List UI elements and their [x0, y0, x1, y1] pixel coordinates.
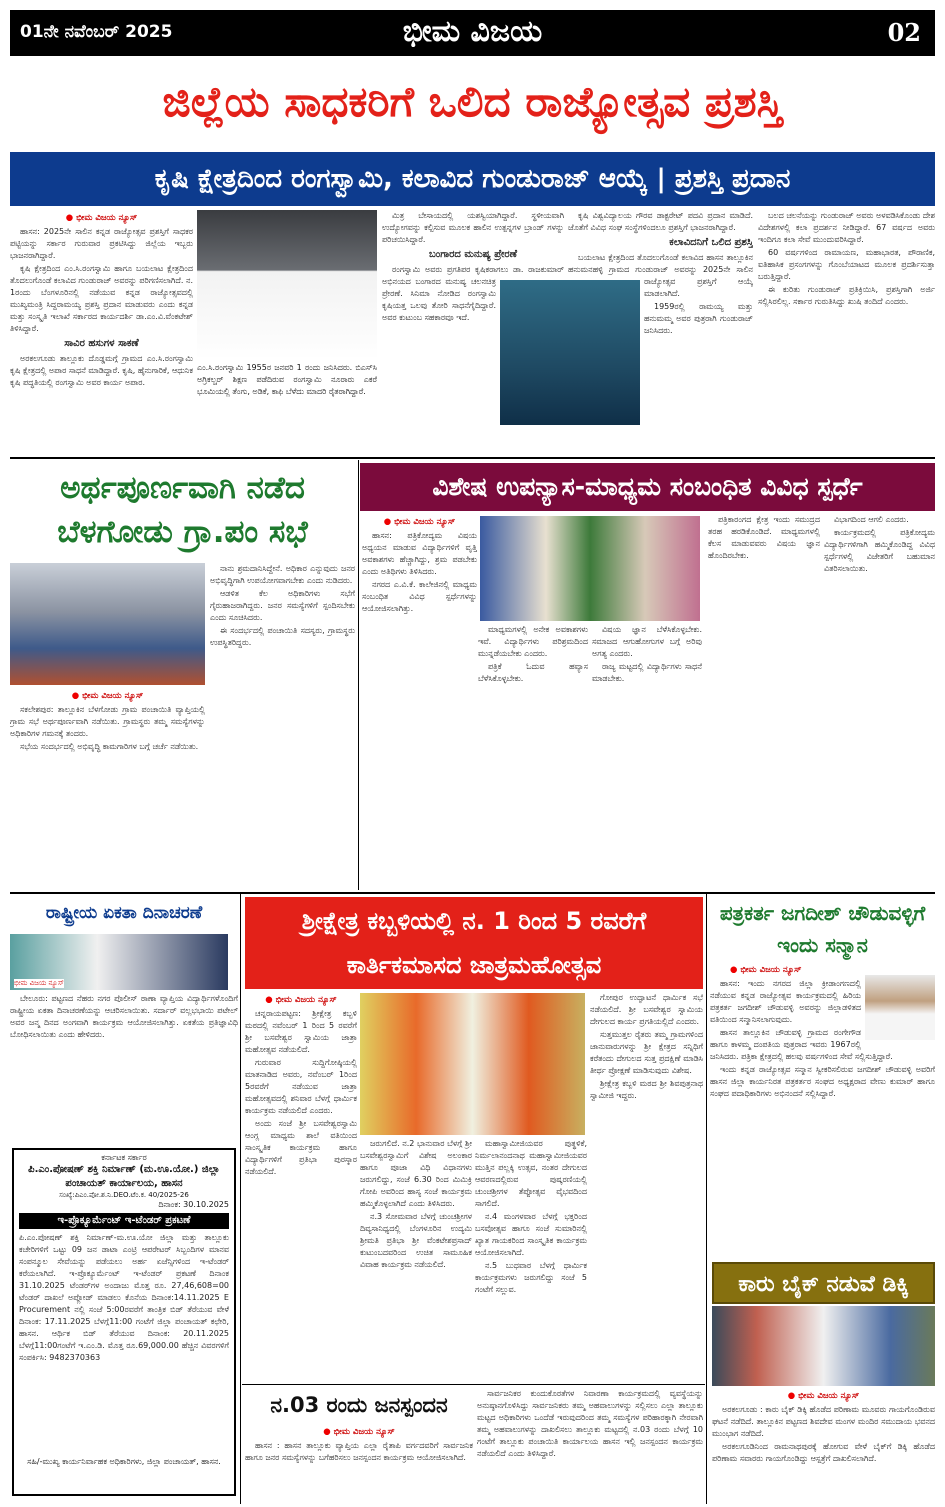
accident-photo [712, 1306, 935, 1386]
speech-col-3 [592, 624, 702, 889]
paragraph-list [712, 1404, 935, 1465]
kabbali-headline-line-1: ಶ್ರೀಕ್ಷೇತ್ರ ಕಬ್ಬಳಿಯಲ್ಲಿ ನ. 1 ರಿಂದ 5 ರವರೆಗೆ [301, 907, 647, 935]
paragraph: ಚನ್ನರಾಯಪಟ್ಟಣ: ಶ್ರೀಕ್ಷೇತ್ರ ಕಬ್ಬಳಿ ಮಠದಲ್ಲಿ ನವೆಂಬರ್ 1 ರಿಂದ 5 ರವರೆಗೆ ಶ್ರೀ ಬಸವೇಶ್ವರ ಸ್ವಾಮಿಯ ಜಾತ್ರಾ ಮಹೋತ್ಸವ ನಡೆಯಲಿದೆ. [245, 1009, 357, 1054]
byline: ● ಭೀಮ ವಿಜಯ ನ್ಯೂಸ್ [710, 964, 935, 976]
paragraph: ಇಂದು ಕನ್ನಡ ರಾಜ್ಯೋತ್ಸವ ಸನ್ಮಾನ ಸ್ವೀಕರಿಸಲಿರುವ ಜಗದೀಶ್ ಚೌಡುವಳ್ಳಿ ಅವರಿಗೆ ಹಾಸನ ಜಿಲ್ಲಾ ಕಾರ್ಯನಿರತ ಪತ್ರಕರ್ತರ ಸಂಘದ ಅಧ್ಯಕ್ಷರಾದ ವೇಣು ಕುಮಾರ್ ಹಾಗೂ ಸಂಘದ ಪದಾಧಿಕಾರಿಗಳು ಅಭಿನಂದನೆ ಸಲ್ಲಿಸಿದ್ದಾರೆ. [710, 1065, 935, 1098]
paragraph: ಮಹಾಸ್ವಾಮೀಜಿಯವರ ಪುತ್ಥಳಿಕೆ, ನಿರ್ಮಲಾನಂದನಾಥ ಮಹಾಸ್ವಾಮೀಜಿಯವರ ಮುತ್ತಿನ ಪಲ್ಲಕ್ಕಿ ಉತ್ಸವ, ನಂತರ ದೇಗುಲದ ಆವರಣದಲ್ಲಿರುವ ಪುಷ್ಕರಣಿಯಲ್ಲಿ ಚುಂಚಶ್ರೀಗಳ ತೆಪ್ಪೋತ್ಸವ ವೈಭವದಿಂದ ಸಾಗಲಿದೆ. [475, 1139, 587, 1208]
accident-headline: ಕಾರು ಬೈಕ್ ನಡುವೆ ಡಿಕ್ಕಿ [712, 1262, 935, 1304]
paragraph: ನ.3 ಸೋಮವಾರ ಬೆಳಗ್ಗೆ ಚುಂಚಶ್ರೀಗಳ ದಿವ್ಯಸಾನಿಧ್ಯದಲ್ಲಿ ಬೆಂಗಳೂರಿನ ಉದ್ಯಮಿ ಶ್ರೀಮತಿ ಪ್ರತಿಭಾ ಶ್ರೀ ವೆಂಕಟೇಶಪ್ರಸಾದ್ ಕುಟುಂಬದವರಿಂದ ಉಚಿತ ಸಾಮೂಹಿಕ ವಿವಾಹ ಕಾರ್ಯಕ್ರಮ ನಡೆಯಲಿದೆ. [360, 1212, 472, 1269]
divider [358, 460, 359, 890]
paragraph: ಕೃಷಿ ಕ್ಷೇತ್ರದಿಂದ ಎಂ.ಸಿ.ರಂಗಸ್ವಾಮಿ ಹಾಗೂ ಬಯಲಾಟ ಕ್ಷೇತ್ರದಿಂದ ತೊದಲುಗೊಂಡೆ ಕಲಾವಿದ ಗುಂಡುರಾಜ್ ಅವರನ್ನು ಪರಿಗಣಿಸಲಾಗಿದೆ. ನ. 1ರಂದು ಬೆಂಗಳೂರಿನಲ್ಲಿ ನಡೆಯುವ ಕನ್ನಡ ರಾಜ್ಯೋತ್ಸವದಲ್ಲಿ ಮುಖ್ಯಮಂತ್ರಿ ಸಿದ್ದರಾಮಯ್ಯ ಪ್ರಶಸ್ತಿ ಪ್ರದಾನ ಮಾಡುವರು ಎಂದು ಕನ್ನಡ ಮತ್ತು ಸಂಸ್ಕೃತಿ ಇಲಾಖೆ ಸರ್ಕಾರದ ಕಾರ್ಯದರ್ಶಿ ಡಾ.ಎಂ.ವಿ.ವೆಂಕಟೇಶ್ ತಿಳಿಸಿದ್ದಾರೆ. [10, 264, 193, 333]
paragraph: ವಿಷಯ ಜ್ಞಾನ ಬೆಳೆಸಿಕೊಳ್ಳಬೇಕು. ಸಮಾಜದ ಆಗುಹೋಗುಗಳ ಬಗ್ಗೆ ಅರಿವು ಅಗತ್ಯ ಎಂದರು. [592, 625, 702, 658]
paragraph-list [210, 563, 355, 649]
paragraph: ಬೇಲೂರು: ಪಟ್ಟಣದ ನೆಹರು ನಗರ ಪೊಲೀಸ್ ಠಾಣಾ ವ್ಯಾಪ್ತಿಯ ವಿದ್ಯಾರ್ಥಿಗಳೊಂದಿಗೆ ರಾಷ್ಟ್ರೀಯ ಏಕತಾ ದಿನಾಚರಣೆಯನ್ನು ಆಚರಿಸಲಾಯಿತು. ಸರ್ದಾರ್ ವಲ್ಲಭಭಾಯಿ ಪಟೇಲ್ ಅವರ ಜನ್ಮ ದಿನದ ಅಂಗವಾಗಿ ಕಾರ್ಯಕ್ರಮ ಆಯೋಜಿಸಲಾಗಿತ್ತು. ಏಕತೆಯ ಪ್ರತಿಜ್ಞಾವಿಧಿ ಬೋಧಿಸಲಾಯಿತು ಎಂದು ಹೇಳಿದರು. [10, 994, 238, 1039]
kabbali-col-4 [590, 992, 703, 1382]
jagadish-photo [865, 975, 935, 1040]
paragraph-list [824, 514, 935, 575]
accident-body [712, 1388, 935, 1504]
lead-headline: ಜಿಲ್ಲೆಯ ಸಾಧಕರಿಗೆ ಒಲಿದ ರಾಜ್ಯೋತ್ಸವ ಪ್ರಶಸ್ತಿ [162, 77, 783, 126]
speech-col-2 [478, 624, 588, 889]
paragraph-list [478, 624, 588, 685]
issue-date: 01ನೇ ನವೆಂಬರ್ 2025 [20, 22, 173, 42]
divider [10, 457, 935, 459]
photo-credit: ಭೀಮ ವಿಜಯ ನ್ಯೂಸ್ [14, 979, 64, 987]
paragraph: ನ.5 ಬುಧವಾರ ಬೆಳಗ್ಗೆ ಧಾರ್ಮಿಕ ಕಾರ್ಯಕ್ರಮಗಳು ಜರುಗಲಿದ್ದು ಸಂಜೆ 5 ಗಂಟೆಗೆ ಸಲ್ಲುವ. [475, 1261, 587, 1294]
paragraph-list [382, 210, 564, 246]
tender-notice [12, 1148, 236, 1496]
paragraph: ಹಾಸನ: ಪತ್ರಿಕೋದ್ಯಮ ವಿಷಯ ಅಧ್ಯಯನ ಮಾಡುವ ವಿದ್ಯಾರ್ಥಿಗಳಿಗೆ ವೃತ್ತಿ ಅವಕಾಶಗಳು ಹೆಚ್ಚಾಗಿದ್ದು, ಶ್ರಮ ಪಡಬೇಕು ಎಂದು ಅತಿಥಿಗಳು ತಿಳಿಸಿದರು. [362, 531, 477, 576]
paragraph: ಅಂದು ಸಂಜೆ ಶ್ರೀ ಬಸವೇಶ್ವರಸ್ವಾಮಿ ಆಂಗ್ಲ ಮಾಧ್ಯಮ ಶಾಲೆ ವತಿಯಿಂದ ಸಾಂಸ್ಕೃತಿಕ ಕಾರ್ಯಕ್ರಮ ಹಾಗೂ ವಿದ್ಯಾರ್ಥಿಗಳಿಗೆ ಪ್ರತಿಭಾ ಪುರಸ್ಕಾರ ನಡೆಯಲಿದೆ. [245, 1119, 357, 1176]
paragraph: ಆಡಳಿತ ಕೆಲ ಅಧಿಕಾರಿಗಳು ಸಭೆಗೆ ಗೈರುಹಾಜರಾಗಿದ್ದರು. ಜನರ ಸಮಸ್ಯೆಗಳಿಗೆ ಸ್ಪಂದಿಸಬೇಕು ಎಂದು ಸೂಚಿಸಿದರು. [210, 589, 355, 622]
paragraph: ಹಾಸನ ತಾಲ್ಲೂಕಿನ ಚೌಡುವಳ್ಳಿ ಗ್ರಾಮದ ರಂಗೇಗೌಡ ಹಾಗೂ ಕಾಳಮ್ಮ ದಂಪತಿಯ ಪುತ್ರರಾದ ಇವರು 1967ರಲ್ಲಿ ಜನಿಸಿದರು. ಪತ್ರಿಕಾ ಕ್ಷೇತ್ರದಲ್ಲಿ ಹಲವು ವರ್ಷಗಳಿಂದ ಸೇವೆ ಸಲ್ಲಿಸುತ್ತಿದ್ದಾರೆ. [710, 1028, 893, 1061]
divider [10, 892, 935, 894]
tender-ref: ಸಂಖ್ಯೆ:ಪಿಎಂ.ಪೋ.ಶ.ನಿ.DEO.ಟೆಂ.ಕ. 40/2025-26 [59, 1191, 189, 1199]
paragraph: ಶ್ರೀಕ್ಷೇತ್ರ ಕಬ್ಬಳಿ ಮಠದ ಶ್ರೀ ಶಿವಪುತ್ರನಾಥ ಸ್ವಾಮೀಜಿ ಇದ್ದರು. [590, 1079, 703, 1100]
gundu-raj-photo [500, 280, 640, 425]
rangaswamy-photo [197, 210, 377, 360]
paragraph: ವಿಭಾಗದಿಂದ ಆಗಲಿ ಎಂದರು. [834, 515, 909, 524]
paragraph: ಸಭೆಯ ಸಂದರ್ಭದಲ್ಲಿ ಅಭಿವೃದ್ಧಿ ಕಾಮಗಾರಿಗಳ ಬಗ್ಗೆ ಚರ್ಚೆ ನಡೆಯಿತು. [20, 742, 199, 751]
paragraph: ಪತ್ರಿಕಾರಂಗದ ಕ್ಷೇತ್ರ ಇಂದು ಸಮುದ್ರದ ತರಹ ಹರಡಿಕೊಂಡಿದೆ. ಮಾಧ್ಯಮಗಳಲ್ಲಿ ಕೆಲಸ ಮಾಡುವವರು ವಿಷಯ ಜ್ಞಾನ ಹೊಂದಿರಬೇಕು. [708, 515, 820, 560]
kabbali-col-3 [475, 1138, 587, 1382]
paragraph-list [758, 210, 935, 308]
byline: ● ಭೀಮ ವಿಜಯ ನ್ಯೂಸ್ [712, 1390, 935, 1402]
paragraph: ಗುರುವಾರ ಸುದ್ದಿಗೋಷ್ಠಿಯಲ್ಲಿ ಮಾತನಾಡಿದ ಅವರು, ನವೆಂಬರ್ 1ರಿಂದ 5ರವರೆಗೆ ನಡೆಯುವ ಜಾತ್ರಾ ಮಹೋತ್ಸವದಲ್ಲಿ ಶನಿವಾರ ಬೆಳಗ್ಗೆ ಧಾರ್ಮಿಕ ಕಾರ್ಯಕ್ರಮ ನಡೆಯಲಿದೆ ಎಂದರು. [245, 1058, 357, 1115]
tender-signature: ಸಹಿ/-ಮುಖ್ಯ ಕಾರ್ಯನಿರ್ವಾಹಕ ಅಧಿಕಾರಿಗಳು, ಜಿಲ್ಲಾ ಪಂಚಾಯತ್, ಹಾಸನ. [27, 1457, 221, 1466]
paragraph-list [592, 624, 702, 685]
paragraph: ಹಾಸನ: 2025ನೇ ಸಾಲಿನ ಕನ್ನಡ ರಾಜ್ಯೋತ್ಸವ ಪ್ರಶಸ್ತಿಗೆ ಸಾಧಕರ ಪಟ್ಟಿಯನ್ನು ಸರ್ಕಾರ ಗುರುವಾರ ಪ್ರಕಟಿಸಿದ್ದು ಜಿಲ್ಲೆಯ ಇಬ್ಬರು ಭಾಜನರಾಗಿದ್ದಾರೆ. [10, 227, 193, 260]
subheading: ಬಂಗಾರದ ಮನುಷ್ಯ ಪ್ರೇರಣೆ [429, 249, 517, 260]
gram-sabha-photo [10, 563, 205, 685]
paragraph: ರಾಜ್ಯ ಮಟ್ಟದಲ್ಲಿ ವಿದ್ಯಾರ್ಥಿಗಳು ಸಾಧನೆ ಮಾಡಬೇಕು. [592, 662, 702, 683]
janaspandana-col-1 [245, 1424, 473, 1504]
paragraph: ಸಕಲೇಶಪುರ: ತಾಲ್ಲೂಕಿನ ಬೆಳಗೋಡು ಗ್ರಾಮ ಪಂಚಾಯಿತಿ ವ್ಯಾಪ್ತಿಯಲ್ಲಿ ಗ್ರಾಮ ಸಭೆ ಅರ್ಥಪೂರ್ಣವಾಗಿ ನಡೆಯಿತು. ಗ್ರಾಮಸ್ಥರು ತಮ್ಮ ಸಮಸ್ಯೆಗಳನ್ನು ಅಧಿಕಾರಿಗಳ ಗಮನಕ್ಕೆ ತಂದರು. [10, 705, 205, 738]
paragraph: ಮಿತ್ರ ಬೇಸಾಯದಲ್ಲಿ ಯಶಸ್ವಿಯಾಗಿದ್ದಾರೆ. ಸ್ಥಳೀಯವಾಗಿ ಉದ್ಯೋಗವನ್ನು ಕಲ್ಪಿಸುವ ಮೂಲಕ ಹಾಲಿನ ಉತ್ಪನ್ನಗಳ ಬ್ರಾಂಡ್ ಗಳನ್ನು ಪರಿಚಯಿಸಿದ್ದಾರೆ. [382, 211, 564, 244]
paragraph: 60 ವರ್ಷಗಳಿಂದ ರಾಮಾಯಣ, ಮಹಾಭಾರತ, ಪೌರಾಣಿಕ, ಐತಿಹಾಸಿಕ ಪ್ರಸಂಗಗಳನ್ನು ಗೊಂಬೆಯಾಟದ ಮೂಲಕ ಪ್ರದರ್ಶಿಸುತ್ತಾ ಬರುತ್ತಿದ್ದಾರೆ. [758, 248, 935, 281]
kabbali-headline-line-2: ಕಾರ್ತಿಕಮಾಸದ ಜಾತ್ರಮಹೋತ್ಸವ [346, 951, 602, 979]
belagodu-col-2 [210, 563, 355, 888]
paragraph: ಹಾಸನ: ಇಂದು ನಗರದ ಜಿಲ್ಲಾ ಕ್ರೀಡಾಂಗಣದಲ್ಲಿ ನಡೆಯುವ ಕನ್ನಡ ರಾಜ್ಯೋತ್ಸವ ಕಾರ್ಯಕ್ರಮದಲ್ಲಿ ಹಿರಿಯ ಪತ್ರಕರ್ತ ಜಗದೀಶ್ ಚೌಡುವಳ್ಳಿ ಅವರನ್ನು ಜಿಲ್ಲಾಡಳಿತದ ವತಿಯಿಂದ ಸನ್ಮಾನಿಸಲಾಗುವುದು. [710, 979, 861, 1024]
paragraph: ಪತ್ರಿಕೆ ಓದುವ ಹವ್ಯಾಸ ಬೆಳೆಸಿಕೊಳ್ಳಬೇಕು. [478, 662, 588, 683]
paragraph-list [10, 993, 238, 1041]
kabbali-headline [245, 897, 703, 989]
paragraph-list [360, 1138, 472, 1271]
page-number: 02 [887, 18, 921, 47]
subheading: ಕಲಾವಿದನಿಗೆ ಒಲಿದ ಪ್ರಶಸ್ತಿ [669, 237, 753, 248]
paragraph: ಹಾಸನ : ಹಾಸನ ತಾಲ್ಲೂಕು ವ್ಯಾಪ್ತಿಯ ಎಲ್ಲಾ ರೈತಾಪಿ ವರ್ಗದವರಿಗೆ ಸಾರ್ವಜನಿಕ ಹಾಗೂ ಜನರ ಸಮಸ್ಯೆಗಳನ್ನು ಬಗೆಹರಿಸಲು ಜನಸ್ಪಂದನ ಕಾರ್ಯಕ್ರಮ ಆಯೋಜಿಸಲಾಗಿದೆ. [245, 1441, 473, 1462]
ekta-photo [10, 934, 228, 990]
kabbali-col-2 [360, 1138, 472, 1382]
paragraph: ಗೋಪುರ ಉದ್ಘಾಟನೆ ಧಾರ್ಮಿಕ ಸಭೆ ನಡೆಯಲಿದೆ. ಶ್ರೀ ಬಸವೇಶ್ವರ ಸ್ವಾಮಿಯ ದೇಗುಲದ ಕಾರ್ಯ ಪ್ರಗತಿಯಲ್ಲಿದೆ ಎಂದರು. [590, 993, 703, 1026]
divider [240, 894, 241, 1504]
paragraph: ಸಾರ್ವಜನಿಕರ ಕುಂದುಕೊರತೆಗಳ ನಿವಾರಣಾ ಕಾರ್ಯಕ್ರಮದಲ್ಲಿ ವ್ಯವಸ್ಥೆಯನ್ನು ಅನುಷ್ಠಾನಗೊಳಿಸಿದ್ದು ಸಾರ್ವಜನಿಕರು ತಮ್ಮ ಅಹವಾಲುಗಳನ್ನು ಸಲ್ಲಿಸಲು ಎಲ್ಲಾ ತಾಲ್ಲೂಕು ಮಟ್ಟದ ಅಧಿಕಾರಿಗಳು ಒಂದೆಡೆ ಇರುವುದರಿಂದ ತಮ್ಮ ಸಮಸ್ಯೆಗಳ ಪರಿಹಾರಕ್ಕಾಗಿ ನೇರವಾಗಿ ತಮ್ಮ ಅಹವಾಲುಗಳನ್ನು ದಾಖಲಿಸಲು ತಾಲ್ಲೂಕು ಮಟ್ಟದಲ್ಲಿ ನ.03 ರಂದು ಬೆಳಗ್ಗೆ 10 ಗಂಟೆಗೆ ತಾಲ್ಲೂಕು ಪಂಚಾಯಿತಿ ಕಾರ್ಯಾಲಯ ಹಾಸನ ಇಲ್ಲಿ ಜನಸ್ಪಂದನ ಕಾರ್ಯಕ್ರಮ ನಡೆಯಲಿದೆ ಎಂದು ತಿಳಿಸಿದ್ದಾರೆ. [477, 1389, 703, 1458]
paragraph-list [10, 704, 205, 753]
janaspandana-col-2 [477, 1388, 703, 1504]
paragraph: ಈ ಸಂದರ್ಭದಲ್ಲಿ ಪಂಚಾಯಿತಿ ಸದಸ್ಯರು, ಗ್ರಾಮಸ್ಥರು ಉಪಸ್ಥಿತರಿದ್ದರು. [210, 626, 355, 647]
byline: ● ಭೀಮ ವಿಜಯ ನ್ಯೂಸ್ [362, 516, 477, 528]
paragraph-list [245, 1008, 357, 1178]
lead-subheadline: ಕೃಷಿ ಕ್ಷೇತ್ರದಿಂದ ರಂಗಸ್ವಾಮಿ, ಕಲಾವಿದ ಗುಂಡುರಾಜ್ ಆಯ್ಕೆ | ಪ್ರಶಸ್ತಿ ಪ್ರದಾನ [10, 152, 935, 206]
paragraph: ಕಾರ್ಯಕ್ರಮದಲ್ಲಿ ಪತ್ರಿಕೋದ್ಯಮ ವಿದ್ಯಾರ್ಥಿಗಳಿಗಾಗಿ ಹಮ್ಮಿಕೊಂಡಿದ್ದ ವಿವಿಧ ಸ್ಪರ್ಧೆಗಳಲ್ಲಿ ವಿಜೇತರಿಗೆ ಬಹುಮಾನ ವಿತರಿಸಲಾಯಿತು. [824, 528, 935, 573]
paragraph-list [362, 530, 477, 615]
paragraph-list [477, 1388, 703, 1460]
paragraph-list [708, 514, 820, 562]
byline: ● ಭೀಮ ವಿಜಯ ನ್ಯೂಸ್ [245, 1426, 473, 1438]
lead-col-1 [10, 210, 193, 455]
tender-gov: ಕರ್ನಾಟಕ ಸರ್ಕಾರ [101, 1153, 147, 1162]
paragraph: ಅರಕಲಗೂಡಿನಿಂದ ರಾಮನಾಥಪುರಕ್ಕೆ ಹೋಗುವ ವೇಳೆ ಬೈಕ್‌ಗೆ ಡಿಕ್ಕಿ ಹೊಡೆದ ಪರಿಣಾಮ ಸವಾರರು ಗಾಯಗೊಂಡಿದ್ದು ಆಸ್ಪತ್ರೆಗೆ ದಾಖಲಿಸಲಾಗಿದೆ. [712, 1442, 935, 1463]
paragraph: ಸುತ್ತಮುತ್ತಲ ರೈತರು ತಮ್ಮ ಗ್ರಾಮಗಳಿಂದ ಜಾನುವಾರುಗಳನ್ನು ಶ್ರೀ ಕ್ಷೇತ್ರದ ಸನ್ನಿಧಿಗೆ ಕರೆತಂದು ದೇಗುಲದ ಸುತ್ತ ಪ್ರದಕ್ಷಿಣೆ ಮಾಡಿಸಿ ತೀರ್ಥ ಪ್ರೋಕ್ಷಣೆ ಮಾಡಿಸುವುದು ವಿಶೇಷ. [590, 1030, 703, 1075]
byline: ● ಭೀಮ ವಿಜಯ ನ್ಯೂಸ್ [10, 212, 193, 224]
speech-col-1 [362, 514, 477, 889]
paragraph: ಬಲದ ಚಲನೆಯನ್ನು ಗುಂಡುರಾಜ್ ಅವರು ಅಳವಡಿಸಿಕೊಂಡು ದೇಶ ವಿದೇಶಗಳಲ್ಲಿ ಕಲಾ ಪ್ರದರ್ಶನ ನೀಡಿದ್ದಾರೆ. 67 ವರ್ಷದ ಅವರು ಇಂದಿಗೂ ಕಲಾ ಸೇವೆ ಮುಂದುವರಿಸಿದ್ದಾರೆ. [758, 211, 935, 244]
paragraph-list [590, 992, 703, 1102]
lead-col-5 [758, 210, 935, 455]
speech-photo [480, 516, 700, 621]
paragraph: ಈ ಕುರಿತು ಗುಂಡುರಾಜ್ ಪ್ರತಿಕ್ರಿಯಿಸಿ, ಪ್ರಶಸ್ತಿಗಾಗಿ ಅರ್ಜಿ ಸಲ್ಲಿಸಿರಲಿಲ್ಲ. ಸರ್ಕಾರ ಗುರುತಿಸಿದ್ದು ಖುಷಿ ತಂದಿದೆ ಎಂದರು. [758, 285, 935, 306]
speech-headline: ವಿಶೇಷ ಉಪನ್ಯಾಸ-ಮಾಧ್ಯಮ ಸಂಬಂಧಿತ ವಿವಿಧ ಸ್ಪರ್ಧೆ [360, 463, 935, 511]
paragraph: ಜರುಗಲಿದೆ. ನ.2 ಭಾನುವಾರ ಬೆಳಗ್ಗೆ ಶ್ರೀ ಬಸವೇಶ್ವರಸ್ವಾಮಿಗೆ ವಿಶೇಷ ಅಲಂಕಾರ ಹಾಗೂ ಪೂಜಾ ವಿಧಿ ವಿಧಾನಗಳು ಜರುಗಲಿದ್ದು, ಸಂಜೆ 6.30 ರಿಂದ ಮಿಮಿಕ್ರಿ ಗೋಪಿ ಅವರಿಂದ ಹಾಸ್ಯ ಸಂಜೆ ಕಾರ್ಯಕ್ರಮ ಹಮ್ಮಿಕೊಳ್ಳಲಾಗಿದೆ ಎಂದು ತಿಳಿಸಿದರು. [360, 1139, 472, 1208]
kabbali-col-1 [245, 992, 357, 1382]
photo-caption: ಎಂ.ಸಿ.ರಂಗಸ್ವಾಮಿ 1955ರ ಜನವರಿ 1 ರಂದು ಜನಿಸಿದರು. ಬಿಎಸ್‌ಸಿ ಅಗ್ರಿಕಲ್ಚರ್ ಶಿಕ್ಷಣ ಪಡೆದಿರುವ ರಂಗಸ್ವಾಮಿ ನೂರಾರು ಎಕರೆ ಭೂಮಿಯಲ್ಲಿ ತೆಂಗು, ಅಡಿಕೆ, ಕಾಫಿ ಬೆಳೆದು ಮಾದರಿ ರೈತರಾಗಿದ್ದಾರೆ. [197, 363, 377, 396]
speech-col-5 [824, 514, 935, 889]
ekta-headline: ರಾಷ್ಟ್ರೀಯ ಏಕತಾ ದಿನಾಚರಣೆ [45, 903, 203, 923]
paragraph-list [475, 1138, 587, 1296]
jagadish-headline: ಪತ್ರಕರ್ತ ಜಗದೀಶ್ ಚೌಡುವಳ್ಳಿಗೆ ಇಂದು ಸನ್ಮಾನ [719, 901, 926, 957]
paragraph: ರಂಗಸ್ವಾಮಿ ಅವರು ಪ್ರಗತಿಪರ ಕೃಷಿಕರಾಗಲು ಡಾ. ರಾಜಕುಮಾರ್ ಅಭಿನಯದ ಬಂಗಾರದ ಮನುಷ್ಯ ಚಲನಚಿತ್ರ ಪ್ರೇರಣೆ. ಸಿನಿಮಾ ನೋಡಿದ ರಂಗಸ್ವಾಮಿ ಕೃಷಿಯತ್ತ ಒಲವು ತೋರಿ ಸಾಧನೆಗೈದಿದ್ದಾರೆ. ಅವರ ಕುಟುಂಬ ಸಹಕಾರವೂ ಇದೆ. [382, 265, 564, 322]
paragraph: ನಾನು ಶ್ರಮದಾನಿಸಿದ್ದೇನೆ. ಅಧಿಕಾರ ಎನ್ನುವುದು ಜನರ ಅಭಿವೃದ್ಧಿಗಾಗಿ ಉಪಯೋಗವಾಗಬೇಕು ಎಂದು ನುಡಿದರು. [210, 564, 355, 585]
paragraph: ಬಯಲಾಟ ಕ್ಷೇತ್ರದಿಂದ ತೊದಲುಗೊಂಡೆ ಕಲಾವಿದ ಹಾಸನ ತಾಲ್ಲೂಕಿನ ಹನುಮನಹಳ್ಳಿ ಗ್ರಾಮದ ಗುಂಡುರಾಜ್ ಅವರನ್ನು 2025ನೇ ಸಾಲಿನ ರಾಜ್ಯೋತ್ಸವ ಪ್ರಶಸ್ತಿಗೆ ಆಯ್ಕೆ ಮಾಡಲಾಗಿದೆ. [568, 253, 753, 298]
paragraph-list [10, 353, 193, 389]
belagodu-headline: ಅರ್ಥಪೂರ್ಣವಾಗಿ ನಡೆದ ಬೆಳಗೋಡು ಗ್ರಾ.ಪಂ ಸಭೆ [57, 470, 308, 550]
divider [706, 894, 707, 1504]
divider [242, 1384, 705, 1385]
masthead [10, 10, 935, 56]
paragraph: 1959ರಲ್ಲಿ ರಾಮಯ್ಯ ಮತ್ತು ಹನುಮಮ್ಮ ಅವರ ಪುತ್ರರಾಗಿ ಗುಂಡುರಾಜ್ ಜನಿಸಿದರು. [644, 302, 753, 335]
speech-col-4 [708, 514, 820, 889]
tender-title: ಇ-ಪ್ರೊಕ್ಯೂರ್ಮೆಂಟ್ ಇ-ಟೆಂಡರ್ ಪ್ರಕಟಣೆ [19, 1213, 229, 1229]
tender-body: ಪಿ.ಎಂ.ಪೋಷಣ್ ಶಕ್ತಿ ನಿರ್ಮಾಣ್-ಮ.ಊ.ಯೋ ಜಿಲ್ಲಾ ಮತ್ತು ತಾಲ್ಲೂಕು ಕಚೇರಿಗಳಿಗೆ ಒಟ್ಟು 09 ಜನ ಡಾಟಾ ಎಂಟ್ರಿ ಆಪರೇಟರ್ ಸಿಬ್ಬಂದಿಗಳ ಮಾನವ ಸಂಪನ್ಮೂಲ ಸೇವೆಯನ್ನು ಪಡೆಯಲು ಅರ್ಹ ಏಜೆನ್ಸಿಗಳಿಂದ ಇ-ಟೆಂಡರ್ ಕರೆಯಲಾಗಿದೆ. ಇ-ಪ್ರೊಕ್ಯೂರ್ಮೆಂಟ್ ಇ-ಟೆಂಡರ್ ಪ್ರಕಟಣೆ ದಿನಾಂಕ 31.10.2025 ಟೆಂಡರ್‌ಗಳ ಅಂದಾಜು ಮೊತ್ತ ರೂ. 27,46,608=00 ಟೆಂಡರ್ ದಾಖಲೆ ಅಪ್ಲೋಡ್ ಮಾಡಲು ಕೊನೆಯ ದಿನಾಂಕ:14.11.2025 E Procurement ನಲ್ಲಿ ಸಂಜೆ 5:00ರವರೆಗೆ ತಾಂತ್ರಿಕ ಬಿಡ್ ತೆರೆಯುವ ವೇಳೆ ದಿನಾಂಕ: 17.11.2025 ಬೆಳಗ್ಗೆ11:00 ಗಂಟೆಗೆ ಜಿಲ್ಲಾ ಪಂಚಾಯತ್ ಕಛೇರಿ, ಹಾಸನ. ಆರ್ಥಿಕ ಬಿಡ್ ತೆರೆಯುವ ದಿನಾಂಕ: 20.11.2025 ಬೆಳಗ್ಗೆ11:00ಗಂಟೆಗೆ ಇ.ಎಂ.ಡಿ. ಮೊತ್ತ ರೂ.69,000.00 ಹೆಚ್ಚಿನ ವಿವರಗಳಿಗೆ ಸಂಪರ್ಕಿಸಿ: 9482370363 [19, 1233, 229, 1362]
subheading: ಸಾವಿರ ಹಸುಗಳ ಸಾಕಣೆ [64, 338, 139, 349]
paragraph: ಕೃಷಿ ವಿಶ್ವವಿದ್ಯಾಲಯ ಗೌರವ ಡಾಕ್ಟರೇಟ್ ಪದವಿ ಪ್ರದಾನ ಮಾಡಿದೆ. ಜೊತೆಗೆ ವಿವಿಧ ಸಂಘ ಸಂಸ್ಥೆಗಳಿಂದಲೂ ಪ್ರಶಸ್ತಿಗೆ ಭಾಜನರಾಗಿದ್ದಾರೆ. [568, 211, 753, 232]
paragraph: ಅರಕಲಗೂಡು : ಕಾರು ಬೈಕ್ ಡಿಕ್ಕಿ ಹೊಡೆದ ಪರಿಣಾಮ ಮೂವರು ಗಾಯಗೊಂಡಿರುವ ಘಟನೆ ನಡೆದಿದೆ. ತಾಲ್ಲೂಕಿನ ಪಟ್ಟಣದ ಶಿವದೇವ ಮಂಗಳ ಮಂದಿರ ಸಮುದಾಯ ಭವನದ ಮುಂಭಾಗ ನಡೆದಿದೆ. [712, 1405, 935, 1438]
paragraph: ಅರಕಲಗೂಡು ತಾಲ್ಲೂಕು ದೊಡ್ಡಮಗ್ಗೆ ಗ್ರಾಮದ ಎಂ.ಸಿ.ರಂಗಸ್ವಾಮಿ ಕೃಷಿ ಕ್ಷೇತ್ರದಲ್ಲಿ ಅಪಾರ ಸಾಧನೆ ಮಾಡಿದ್ದಾರೆ. ಕೃಷಿ, ಹೈನುಗಾರಿಕೆ, ಆಧುನಿಕ ಕೃಷಿ ಪದ್ಧತಿಯಲ್ಲಿ ರಂಗಸ್ವಾಮಿ ಅವರ ಕಾರ್ಯ ಅಪಾರ. [10, 354, 193, 387]
ekta-body [10, 993, 238, 1143]
tender-office: ಪಿ.ಎಂ.ಪೋಷಣ್ ಶಕ್ತಿ ನಿರ್ಮಾಣ್ (ಮ.ಊ.ಯೋ.) ಜಿಲ್ಲಾ ಪಂಚಾಯತ್ ಕಾರ್ಯಾಲಯ, ಹಾಸನ [28, 1164, 220, 1189]
belagodu-col-1 [10, 688, 205, 888]
swamiji-photo [360, 993, 585, 1135]
paragraph: ನಗರದ ಎ.ವಿ.ಕೆ. ಕಾಲೇಜಿನಲ್ಲಿ ಮಾಧ್ಯಮ ಸಂಬಂಧಿತ ವಿವಿಧ ಸ್ಪರ್ಧೆಗಳನ್ನು ಆಯೋಜಿಸಲಾಗಿತ್ತು. [362, 580, 477, 613]
byline: ● ಭೀಮ ವಿಜಯ ನ್ಯೂಸ್ [10, 690, 205, 702]
newspaper-logo: ಭೀಮ ವಿಜಯ [402, 14, 543, 49]
paragraph-list [245, 1440, 473, 1464]
paragraph-list [10, 226, 193, 335]
janaspandana-headline: ನ.03 ರಂದು ಜನಸ್ಪಂದನ [270, 1393, 448, 1417]
byline: ● ಭೀಮ ವಿಜಯ ನ್ಯೂಸ್ [245, 994, 357, 1006]
tender-date: ದಿನಾಂಕ: 30.10.2025 [158, 1200, 229, 1209]
paragraph: ಮಾಧ್ಯಮಗಳಲ್ಲಿ ಅನೇಕ ಅವಕಾಶಗಳು ಇವೆ. ವಿದ್ಯಾರ್ಥಿಗಳು ಪರಿಶ್ರಮದಿಂದ ಮುನ್ನಡೆಯಬೇಕು ಎಂದರು. [478, 625, 588, 658]
paragraph: ನ.4 ಮಂಗಳವಾರ ಬೆಳಗ್ಗೆ ಭಕ್ತರಿಂದ ಬಸವೋತ್ಸವ ಹಾಗೂ ಸಂಜೆ ಸುಮಾರಿನಲ್ಲಿ ಖ್ಯಾತ ಗಾಯಕರಿಂದ ಸಾಂಸ್ಕೃತಿಕ ಕಾರ್ಯಕ್ರಮ ಆಯೋಜಿಸಲಾಗಿದೆ. [475, 1212, 587, 1257]
